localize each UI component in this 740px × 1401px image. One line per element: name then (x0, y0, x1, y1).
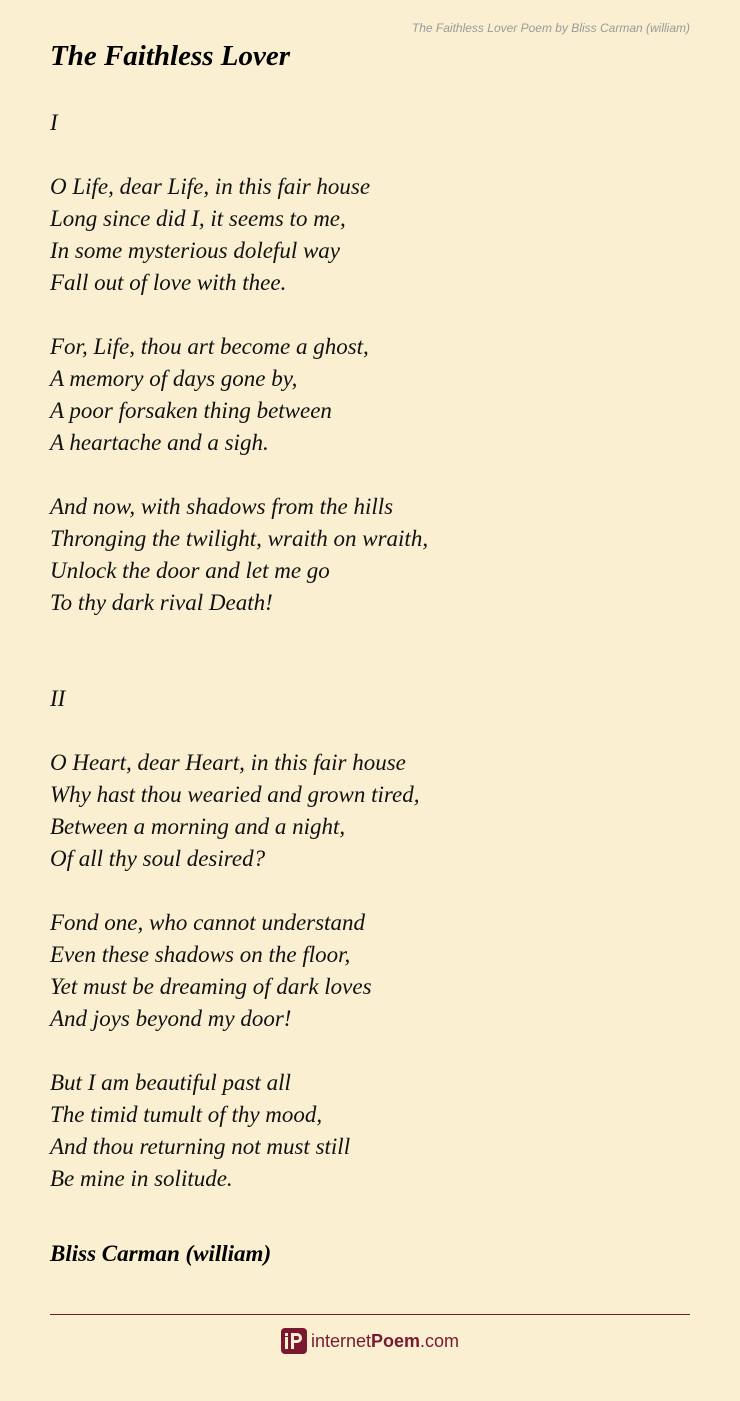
poem-title: The Faithless Lover (50, 40, 291, 72)
poem-body (50, 107, 710, 1195)
poem-line: A poor forsaken thing between (50, 398, 332, 423)
site-brand-link[interactable] (311, 1328, 459, 1354)
poem-line: Why hast thou wearied and grown tired, (50, 782, 420, 807)
stanza-break (50, 139, 710, 171)
stanza-break (50, 875, 710, 907)
poem-line: Thronging the twilight, wraith on wraith, (50, 526, 429, 551)
poem-line: Be mine in solitude. (50, 1166, 233, 1191)
poem-line: For, Life, thou art become a ghost, (50, 334, 369, 359)
stanza-break (50, 1035, 710, 1067)
site-footer[interactable] (0, 1326, 740, 1356)
stanza-break (50, 299, 710, 331)
poem-line: The timid tumult of thy mood, (50, 1102, 323, 1127)
poem-line: A memory of days gone by, (50, 366, 298, 391)
stanza-break (50, 651, 710, 683)
poem-line: Long since did I, it seems to me, (50, 206, 346, 231)
poem-line: II (50, 686, 66, 711)
poem-line: Between a morning and a night, (50, 814, 346, 839)
poem-line: And now, with shadows from the hills (50, 494, 394, 519)
poem-line: O Heart, dear Heart, in this fair house (50, 750, 406, 775)
poem-line: To thy dark rival Death! (50, 590, 273, 615)
poem-line: But I am beautiful past all (50, 1070, 291, 1095)
poem-line: And joys beyond my door! (50, 1006, 292, 1031)
brand-suffix: .com (420, 1331, 460, 1351)
brand-prefix: internet (310, 1331, 371, 1351)
poem-line: Fall out of love with thee. (50, 270, 287, 295)
poem-line: And thou returning not must still (50, 1134, 351, 1159)
poem-line: O Life, dear Life, in this fair house (50, 174, 371, 199)
poem-line: Yet must be dreaming of dark loves (50, 974, 372, 999)
brand-bold: Poem (371, 1331, 421, 1351)
poem-line: Even these shadows on the floor, (50, 942, 351, 967)
poem-author: Bliss Carman (william) (50, 1241, 272, 1266)
poem-line: Unlock the door and let me go (50, 558, 330, 583)
stanza-break (50, 459, 710, 491)
footer-divider (50, 1314, 690, 1315)
watermark-caption: The Faithless Lover Poem by Bliss Carman (william) (411, 21, 690, 35)
poem-line: A heartache and a sigh. (50, 430, 269, 455)
poem-line: Of all thy soul desired? (50, 846, 266, 871)
poem-line: I (50, 110, 58, 135)
poem-line: In some mysterious doleful way (50, 238, 341, 263)
stanza-break (50, 715, 710, 747)
poem-line: Fond one, who cannot understand (50, 910, 365, 935)
internetpoem-logo-icon (281, 1328, 307, 1354)
stanza-break (50, 619, 710, 651)
